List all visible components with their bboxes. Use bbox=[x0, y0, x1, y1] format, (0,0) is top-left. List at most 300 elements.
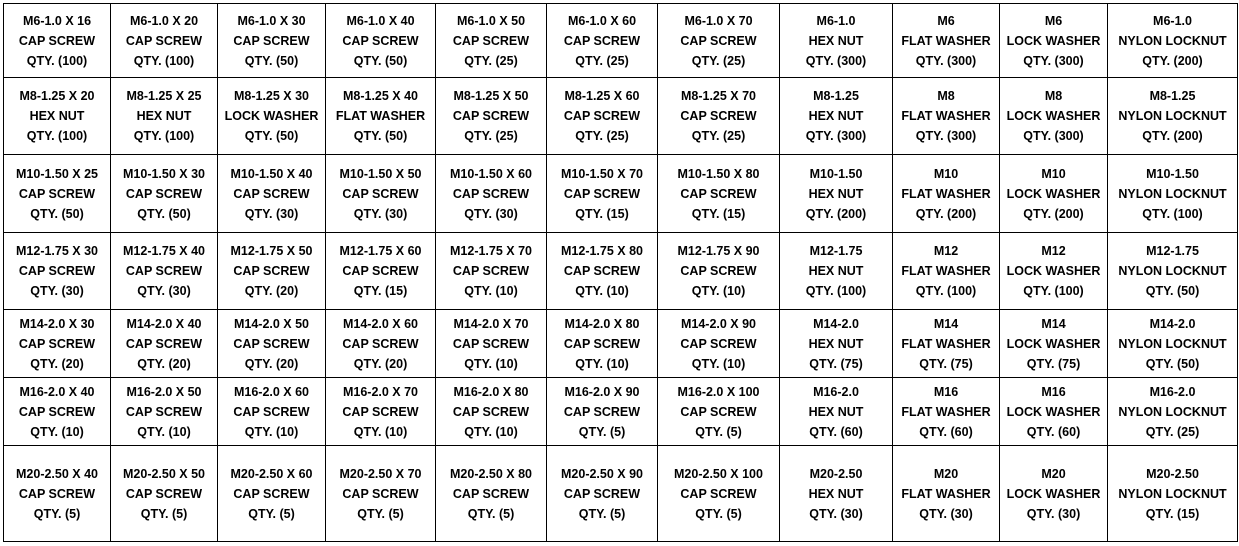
fastener-qty: QTY. (25) bbox=[1145, 424, 1200, 439]
fastener-qty: QTY. (10) bbox=[575, 356, 629, 371]
fastener-size: M16-2.0 bbox=[813, 384, 859, 399]
fastener-qty: QTY. (50) bbox=[244, 53, 299, 68]
fastener-size: M6-1.0 X 16 bbox=[22, 13, 92, 28]
fastener-size: M8-1.25 X 30 bbox=[233, 89, 310, 103]
fastener-size: M14-2.0 X 70 bbox=[453, 316, 529, 331]
fastener-type: CAP SCREW bbox=[125, 404, 203, 419]
fastener-type: CAP SCREW bbox=[680, 336, 757, 351]
fastener-label-cell bbox=[1000, 155, 1108, 233]
fastener-type: CAP SCREW bbox=[563, 486, 641, 501]
fastener-size: M16-2.0 X 40 bbox=[19, 384, 95, 399]
fastener-type: CAP SCREW bbox=[125, 186, 203, 201]
fastener-size: M6-1.0 X 70 bbox=[684, 13, 753, 28]
fastener-qty: QTY. (300) bbox=[915, 129, 977, 143]
fastener-type: CAP SCREW bbox=[342, 33, 419, 48]
fastener-type: HEX NUT bbox=[808, 336, 864, 351]
fastener-qty: QTY. (15) bbox=[691, 206, 746, 221]
fastener-qty: QTY. (30) bbox=[353, 206, 408, 221]
fastener-size: M6 bbox=[937, 13, 955, 28]
fastener-label-cell bbox=[4, 4, 111, 78]
fastener-qty: QTY. (5) bbox=[467, 506, 515, 521]
label-row bbox=[4, 155, 1238, 233]
fastener-label-cell bbox=[780, 378, 893, 446]
label-row bbox=[4, 4, 1238, 78]
fastener-qty: QTY. (5) bbox=[578, 506, 626, 521]
fastener-label-cell bbox=[111, 310, 218, 378]
fastener-qty: QTY. (30) bbox=[809, 506, 863, 521]
fastener-type: FLAT WASHER bbox=[901, 336, 991, 351]
fastener-size: M20-2.50 bbox=[1146, 466, 1199, 481]
fastener-label-cell bbox=[111, 155, 218, 233]
fastener-type: CAP SCREW bbox=[452, 486, 530, 501]
fastener-type: CAP SCREW bbox=[563, 186, 641, 201]
fastener-label-cell bbox=[1000, 446, 1108, 542]
fastener-size: M8-1.25 X 70 bbox=[680, 89, 757, 103]
fastener-qty: QTY. (25) bbox=[691, 129, 746, 143]
fastener-type: CAP SCREW bbox=[125, 264, 203, 278]
fastener-size: M20 bbox=[1041, 466, 1066, 481]
fastener-qty: QTY. (100) bbox=[26, 53, 88, 68]
fastener-type: LOCK WASHER bbox=[1006, 336, 1101, 351]
fastener-size: M10 bbox=[933, 166, 959, 181]
fastener-size: M10-1.50 bbox=[809, 166, 863, 181]
fastener-size: M12-1.75 X 80 bbox=[561, 244, 643, 258]
fastener-size: M14-2.0 X 90 bbox=[680, 316, 757, 331]
fastener-label-cell bbox=[111, 78, 218, 155]
fastener-size: M14-2.0 X 40 bbox=[126, 316, 202, 331]
fastener-size: M12-1.75 X 60 bbox=[339, 244, 422, 258]
fastener-label-cell bbox=[111, 446, 218, 542]
fastener-qty: QTY. (15) bbox=[353, 284, 408, 298]
fastener-label-cell bbox=[326, 4, 436, 78]
fastener-label-cell bbox=[547, 4, 658, 78]
fastener-size: M14-2.0 bbox=[813, 316, 859, 331]
fastener-size: M20-2.50 X 70 bbox=[339, 466, 422, 481]
fastener-type: CAP SCREW bbox=[563, 404, 641, 419]
fastener-label-grid bbox=[3, 3, 1238, 542]
fastener-label-cell bbox=[436, 310, 547, 378]
fastener-type: CAP SCREW bbox=[452, 336, 530, 351]
fastener-size: M10-1.50 bbox=[1146, 166, 1199, 181]
fastener-qty: QTY. (25) bbox=[691, 53, 746, 68]
fastener-size: M12-1.75 bbox=[1146, 244, 1199, 258]
fastener-type: CAP SCREW bbox=[18, 404, 96, 419]
fastener-size: M12-1.75 bbox=[809, 244, 863, 258]
fastener-qty: QTY. (20) bbox=[137, 356, 191, 371]
fastener-type: CAP SCREW bbox=[563, 33, 641, 48]
fastener-label-cell bbox=[436, 4, 547, 78]
fastener-type: CAP SCREW bbox=[233, 404, 310, 419]
fastener-label-cell bbox=[658, 233, 780, 310]
fastener-label-cell bbox=[658, 310, 780, 378]
fastener-size: M6-1.0 X 20 bbox=[129, 13, 199, 28]
fastener-label-cell bbox=[436, 378, 547, 446]
fastener-label-cell bbox=[111, 378, 218, 446]
fastener-qty: QTY. (10) bbox=[353, 424, 408, 439]
fastener-type: CAP SCREW bbox=[452, 264, 530, 278]
fastener-type: CAP SCREW bbox=[342, 486, 419, 501]
fastener-label-cell bbox=[547, 233, 658, 310]
fastener-type: CAP SCREW bbox=[18, 486, 96, 501]
fastener-qty: QTY. (10) bbox=[30, 424, 84, 439]
fastener-label-cell bbox=[1108, 78, 1238, 155]
fastener-qty: QTY. (200) bbox=[1023, 206, 1084, 221]
fastener-type: NYLON LOCKNUT bbox=[1118, 264, 1227, 278]
fastener-qty: QTY. (100) bbox=[1142, 206, 1203, 221]
fastener-type: LOCK WASHER bbox=[1006, 404, 1101, 419]
fastener-size: M10-1.50 X 80 bbox=[677, 166, 760, 181]
fastener-qty: QTY. (10) bbox=[575, 284, 629, 298]
fastener-label-cell bbox=[436, 446, 547, 542]
fastener-qty: QTY. (25) bbox=[575, 53, 629, 68]
fastener-type: CAP SCREW bbox=[680, 33, 757, 48]
fastener-size: M10-1.50 X 70 bbox=[561, 166, 643, 181]
fastener-type: CAP SCREW bbox=[233, 486, 310, 501]
fastener-label-cell bbox=[658, 446, 780, 542]
fastener-type: CAP SCREW bbox=[680, 186, 757, 201]
fastener-size: M14-2.0 X 30 bbox=[19, 316, 95, 331]
fastener-type: LOCK WASHER bbox=[1006, 486, 1101, 501]
fastener-type: FLAT WASHER bbox=[901, 486, 991, 501]
fastener-qty: QTY. (300) bbox=[1023, 53, 1084, 68]
fastener-qty: QTY. (50) bbox=[1145, 356, 1200, 371]
fastener-qty: QTY. (300) bbox=[915, 53, 977, 68]
fastener-size: M14 bbox=[933, 316, 959, 331]
fastener-label-cell bbox=[218, 155, 326, 233]
fastener-qty: QTY. (50) bbox=[137, 206, 191, 221]
fastener-label-cell bbox=[780, 155, 893, 233]
fastener-label-cell bbox=[547, 446, 658, 542]
fastener-size: M20-2.50 X 100 bbox=[674, 466, 763, 481]
fastener-size: M12-1.75 X 30 bbox=[16, 244, 98, 258]
fastener-label-cell bbox=[111, 233, 218, 310]
fastener-type: CAP SCREW bbox=[18, 33, 96, 48]
fastener-type: CAP SCREW bbox=[563, 264, 641, 278]
fastener-size: M8-1.25 X 50 bbox=[453, 89, 529, 103]
fastener-qty: QTY. (200) bbox=[915, 206, 977, 221]
fastener-size: M12 bbox=[1041, 244, 1066, 258]
fastener-qty: QTY. (300) bbox=[805, 129, 867, 143]
fastener-qty: QTY. (20) bbox=[353, 356, 408, 371]
fastener-type: HEX NUT bbox=[808, 264, 864, 278]
fastener-label-cell bbox=[547, 78, 658, 155]
fastener-type: CAP SCREW bbox=[125, 486, 203, 501]
fastener-label-cell bbox=[326, 233, 436, 310]
fastener-qty: QTY. (30) bbox=[30, 284, 84, 298]
fastener-type: NYLON LOCKNUT bbox=[1118, 336, 1227, 351]
fastener-qty: QTY. (10) bbox=[464, 356, 518, 371]
fastener-qty: QTY. (100) bbox=[133, 53, 195, 68]
fastener-size: M8-1.25 X 60 bbox=[564, 89, 640, 103]
fastener-label-cell bbox=[658, 155, 780, 233]
fastener-qty: QTY. (50) bbox=[30, 206, 84, 221]
fastener-size: M6 bbox=[1044, 13, 1063, 28]
fastener-qty: QTY. (100) bbox=[1023, 284, 1084, 298]
fastener-type: CAP SCREW bbox=[233, 186, 310, 201]
fastener-size: M6-1.0 bbox=[1153, 13, 1192, 28]
fastener-label-cell bbox=[893, 233, 1000, 310]
fastener-label-cell bbox=[893, 378, 1000, 446]
fastener-qty: QTY. (100) bbox=[133, 129, 195, 143]
fastener-label-cell bbox=[218, 378, 326, 446]
fastener-label-cell bbox=[893, 310, 1000, 378]
fastener-qty: QTY. (50) bbox=[353, 53, 408, 68]
fastener-type: HEX NUT bbox=[808, 186, 864, 201]
fastener-qty: QTY. (100) bbox=[915, 284, 977, 298]
fastener-qty: QTY. (10) bbox=[464, 424, 518, 439]
fastener-type: LOCK WASHER bbox=[224, 109, 319, 123]
fastener-size: M6-1.0 X 40 bbox=[346, 13, 415, 28]
fastener-size: M16 bbox=[1041, 384, 1066, 399]
fastener-label-cell bbox=[780, 310, 893, 378]
fastener-qty: QTY. (5) bbox=[357, 506, 404, 521]
fastener-qty: QTY. (200) bbox=[1142, 129, 1203, 143]
fastener-type: CAP SCREW bbox=[452, 33, 530, 48]
fastener-label-cell bbox=[893, 155, 1000, 233]
fastener-label-cell bbox=[326, 446, 436, 542]
fastener-type: LOCK WASHER bbox=[1006, 264, 1101, 278]
fastener-label-cell bbox=[326, 155, 436, 233]
fastener-qty: QTY. (25) bbox=[464, 129, 518, 143]
fastener-qty: QTY. (300) bbox=[1023, 129, 1084, 143]
fastener-label-cell bbox=[893, 4, 1000, 78]
fastener-size: M8-1.25 bbox=[813, 89, 859, 103]
fastener-type: NYLON LOCKNUT bbox=[1118, 33, 1227, 48]
fastener-size: M8-1.25 bbox=[1149, 89, 1196, 103]
fastener-label-cell bbox=[1108, 310, 1238, 378]
fastener-qty: QTY. (30) bbox=[919, 506, 973, 521]
fastener-label-cell bbox=[218, 446, 326, 542]
fastener-label-cell bbox=[893, 78, 1000, 155]
fastener-qty: QTY. (10) bbox=[137, 424, 191, 439]
fastener-label-cell bbox=[436, 155, 547, 233]
fastener-label-cell bbox=[4, 155, 111, 233]
fastener-size: M16-2.0 X 100 bbox=[677, 384, 760, 399]
fastener-label-cell bbox=[326, 310, 436, 378]
fastener-qty: QTY. (20) bbox=[244, 284, 299, 298]
fastener-size: M16-2.0 X 80 bbox=[453, 384, 529, 399]
label-row bbox=[4, 446, 1238, 542]
fastener-size: M6-1.0 X 50 bbox=[456, 13, 526, 28]
fastener-label-cell bbox=[326, 78, 436, 155]
fastener-type: CAP SCREW bbox=[18, 336, 96, 351]
fastener-qty: QTY. (75) bbox=[919, 356, 973, 371]
fastener-type: CAP SCREW bbox=[563, 336, 641, 351]
fastener-type: CAP SCREW bbox=[452, 109, 530, 123]
fastener-label-cell bbox=[4, 310, 111, 378]
fastener-qty: QTY. (50) bbox=[353, 129, 408, 143]
fastener-type: HEX NUT bbox=[808, 33, 864, 48]
fastener-size: M6-1.0 bbox=[816, 13, 856, 28]
fastener-type: FLAT WASHER bbox=[901, 186, 991, 201]
fastener-size: M14-2.0 bbox=[1149, 316, 1196, 331]
fastener-qty: QTY. (5) bbox=[248, 506, 295, 521]
fastener-size: M8-1.25 X 20 bbox=[19, 89, 95, 103]
fastener-qty: QTY. (5) bbox=[578, 424, 626, 439]
fastener-label-cell bbox=[4, 446, 111, 542]
fastener-qty: QTY. (100) bbox=[805, 284, 867, 298]
fastener-size: M8-1.25 X 40 bbox=[342, 89, 419, 103]
fastener-type: CAP SCREW bbox=[342, 186, 419, 201]
fastener-type: HEX NUT bbox=[808, 109, 864, 123]
fastener-type: CAP SCREW bbox=[680, 404, 757, 419]
fastener-size: M10-1.50 X 60 bbox=[450, 166, 532, 181]
fastener-qty: QTY. (75) bbox=[1026, 356, 1081, 371]
fastener-type: CAP SCREW bbox=[680, 109, 757, 123]
fastener-size: M6-1.0 X 60 bbox=[567, 13, 637, 28]
fastener-qty: QTY. (5) bbox=[140, 506, 188, 521]
fastener-type: CAP SCREW bbox=[233, 33, 310, 48]
fastener-qty: QTY. (30) bbox=[464, 206, 518, 221]
fastener-size: M20-2.50 X 60 bbox=[230, 466, 313, 481]
fastener-size: M10 bbox=[1041, 166, 1066, 181]
fastener-size: M8-1.25 X 25 bbox=[126, 89, 202, 103]
fastener-type: HEX NUT bbox=[136, 109, 192, 123]
label-row bbox=[4, 378, 1238, 446]
fastener-size: M12-1.75 X 70 bbox=[450, 244, 532, 258]
label-row bbox=[4, 310, 1238, 378]
fastener-label-cell bbox=[658, 4, 780, 78]
fastener-size: M16 bbox=[933, 384, 959, 399]
fastener-label-cell bbox=[4, 78, 111, 155]
fastener-type: FLAT WASHER bbox=[901, 33, 991, 48]
fastener-type: FLAT WASHER bbox=[901, 264, 991, 278]
fastener-label-cell bbox=[436, 233, 547, 310]
fastener-label-cell bbox=[1108, 233, 1238, 310]
fastener-label-cell bbox=[780, 4, 893, 78]
fastener-label-cell bbox=[326, 378, 436, 446]
fastener-label-cell bbox=[658, 78, 780, 155]
fastener-label-cell bbox=[1108, 155, 1238, 233]
fastener-type: HEX NUT bbox=[29, 109, 85, 123]
fastener-label-cell bbox=[218, 233, 326, 310]
fastener-size: M14-2.0 X 80 bbox=[564, 316, 640, 331]
fastener-label-cell bbox=[111, 4, 218, 78]
fastener-size: M8 bbox=[1044, 89, 1063, 103]
fastener-qty: QTY. (10) bbox=[244, 424, 299, 439]
fastener-type: NYLON LOCKNUT bbox=[1118, 404, 1227, 419]
fastener-label-cell bbox=[1000, 310, 1108, 378]
fastener-label-cell bbox=[893, 446, 1000, 542]
fastener-type: NYLON LOCKNUT bbox=[1118, 486, 1227, 501]
fastener-label-cell bbox=[547, 155, 658, 233]
fastener-size: M12-1.75 X 40 bbox=[123, 244, 205, 258]
fastener-type: CAP SCREW bbox=[680, 486, 757, 501]
fastener-qty: QTY. (15) bbox=[575, 206, 629, 221]
fastener-label-cell bbox=[780, 233, 893, 310]
fastener-type: CAP SCREW bbox=[452, 404, 530, 419]
fastener-size: M20-2.50 bbox=[809, 466, 863, 481]
fastener-label-cell bbox=[1108, 4, 1238, 78]
fastener-qty: QTY. (20) bbox=[30, 356, 84, 371]
fastener-type: LOCK WASHER bbox=[1006, 186, 1101, 201]
fastener-size: M12-1.75 X 50 bbox=[230, 244, 313, 258]
fastener-size: M20-2.50 X 90 bbox=[561, 466, 643, 481]
fastener-size: M16-2.0 X 70 bbox=[342, 384, 419, 399]
fastener-qty: QTY. (5) bbox=[695, 424, 742, 439]
fastener-label-cell bbox=[547, 310, 658, 378]
fastener-qty: QTY. (60) bbox=[1026, 424, 1081, 439]
fastener-size: M10-1.50 X 25 bbox=[16, 166, 98, 181]
fastener-type: CAP SCREW bbox=[342, 264, 419, 278]
fastener-type: FLAT WASHER bbox=[901, 404, 991, 419]
fastener-qty: QTY. (60) bbox=[809, 424, 863, 439]
fastener-type: LOCK WASHER bbox=[1006, 109, 1101, 123]
fastener-label-cell bbox=[4, 233, 111, 310]
fastener-qty: QTY. (10) bbox=[691, 284, 746, 298]
fastener-qty: QTY. (10) bbox=[691, 356, 746, 371]
fastener-label-cell bbox=[1000, 233, 1108, 310]
fastener-type: NYLON LOCKNUT bbox=[1118, 109, 1227, 123]
fastener-type: CAP SCREW bbox=[233, 336, 310, 351]
fastener-label-cell bbox=[1000, 78, 1108, 155]
fastener-size: M12-1.75 X 90 bbox=[677, 244, 760, 258]
fastener-label-cell bbox=[780, 78, 893, 155]
fastener-label-cell bbox=[1000, 378, 1108, 446]
fastener-qty: QTY. (25) bbox=[575, 129, 629, 143]
fastener-qty: QTY. (5) bbox=[695, 506, 742, 521]
fastener-qty: QTY. (75) bbox=[809, 356, 863, 371]
label-row bbox=[4, 78, 1238, 155]
fastener-type: CAP SCREW bbox=[342, 336, 419, 351]
fastener-size: M14-2.0 X 60 bbox=[342, 316, 419, 331]
fastener-label-cell bbox=[4, 378, 111, 446]
fastener-type: NYLON LOCKNUT bbox=[1118, 186, 1227, 201]
fastener-qty: QTY. (60) bbox=[919, 424, 973, 439]
fastener-qty: QTY. (10) bbox=[464, 284, 518, 298]
fastener-size: M20-2.50 X 40 bbox=[16, 466, 98, 481]
fastener-size: M8 bbox=[937, 89, 955, 103]
label-row bbox=[4, 233, 1238, 310]
fastener-type: CAP SCREW bbox=[125, 336, 203, 351]
fastener-label-cell bbox=[780, 446, 893, 542]
fastener-size: M20-2.50 X 80 bbox=[450, 466, 532, 481]
fastener-label-cell bbox=[218, 310, 326, 378]
fastener-label-cell bbox=[1000, 4, 1108, 78]
fastener-label-cell bbox=[547, 378, 658, 446]
fastener-size: M20-2.50 X 50 bbox=[123, 466, 205, 481]
fastener-qty: QTY. (15) bbox=[1145, 506, 1200, 521]
fastener-type: CAP SCREW bbox=[18, 186, 96, 201]
fastener-qty: QTY. (5) bbox=[33, 506, 81, 521]
fastener-qty: QTY. (20) bbox=[244, 356, 299, 371]
fastener-type: HEX NUT bbox=[808, 404, 864, 419]
fastener-qty: QTY. (50) bbox=[1145, 284, 1200, 298]
fastener-type: CAP SCREW bbox=[452, 186, 530, 201]
fastener-type: FLAT WASHER bbox=[901, 109, 991, 123]
fastener-qty: QTY. (100) bbox=[26, 129, 88, 143]
fastener-size: M16-2.0 X 90 bbox=[564, 384, 640, 399]
fastener-label-cell bbox=[1108, 378, 1238, 446]
fastener-size: M14-2.0 X 50 bbox=[233, 316, 310, 331]
fastener-size: M20 bbox=[933, 466, 959, 481]
fastener-size: M10-1.50 X 30 bbox=[123, 166, 205, 181]
fastener-size: M12 bbox=[933, 244, 959, 258]
fastener-type: CAP SCREW bbox=[18, 264, 96, 278]
fastener-type: CAP SCREW bbox=[563, 109, 641, 123]
fastener-type: CAP SCREW bbox=[125, 33, 203, 48]
fastener-type: LOCK WASHER bbox=[1006, 33, 1101, 48]
fastener-label-cell bbox=[218, 4, 326, 78]
fastener-size: M6-1.0 X 30 bbox=[237, 13, 306, 28]
fastener-label-cell bbox=[658, 378, 780, 446]
fastener-qty: QTY. (200) bbox=[805, 206, 867, 221]
fastener-type: CAP SCREW bbox=[680, 264, 757, 278]
fastener-type: FLAT WASHER bbox=[335, 109, 426, 123]
fastener-size: M16-2.0 X 60 bbox=[233, 384, 310, 399]
fastener-qty: QTY. (30) bbox=[137, 284, 191, 298]
fastener-size: M10-1.50 X 40 bbox=[230, 166, 313, 181]
